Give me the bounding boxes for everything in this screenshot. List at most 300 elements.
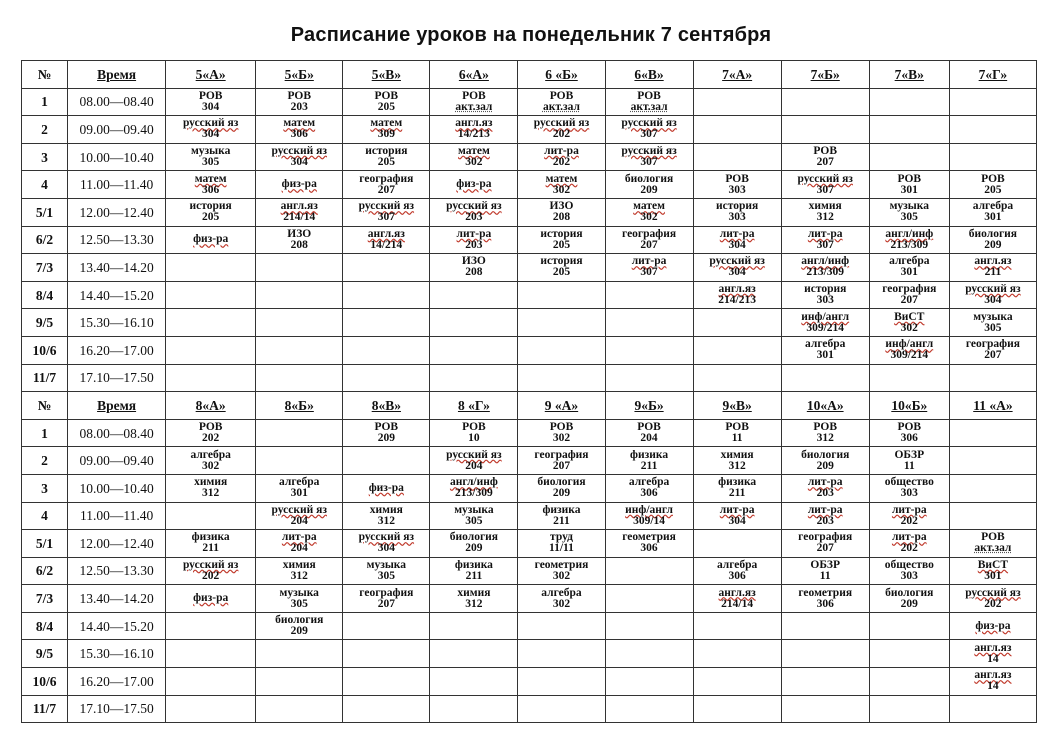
room-number: 303 xyxy=(816,294,834,307)
lesson-cell[interactable] xyxy=(256,143,343,171)
lesson-cell[interactable] xyxy=(430,309,518,337)
lesson-cell[interactable] xyxy=(166,419,256,447)
lesson-cell[interactable] xyxy=(781,281,869,309)
lesson-cell[interactable] xyxy=(781,143,869,171)
lesson-cell[interactable] xyxy=(781,612,869,640)
lesson-number: 4 xyxy=(22,171,68,199)
lesson-cell[interactable] xyxy=(605,585,693,613)
lesson-cell[interactable] xyxy=(605,309,693,337)
lesson-cell[interactable] xyxy=(518,171,605,199)
room-number: 307 xyxy=(377,211,395,224)
room-number: 309/214 xyxy=(806,321,845,334)
lesson-cell[interactable] xyxy=(343,557,430,585)
lesson-cell[interactable] xyxy=(949,419,1036,447)
lesson-cell[interactable] xyxy=(781,695,869,723)
lesson-cell[interactable] xyxy=(693,254,781,282)
lesson-cell[interactable] xyxy=(605,530,693,558)
lesson-time: 08.00—08.40 xyxy=(68,88,166,116)
lesson-cell[interactable] xyxy=(781,364,869,392)
lesson-cell[interactable] xyxy=(430,557,518,585)
lesson-cell[interactable] xyxy=(518,557,605,585)
lesson-cell[interactable] xyxy=(693,668,781,696)
lesson-cell[interactable] xyxy=(605,502,693,530)
lesson-row xyxy=(22,336,1037,364)
lesson-cell[interactable] xyxy=(518,254,605,282)
subject-name: матем xyxy=(194,172,227,185)
lesson-cell[interactable] xyxy=(166,226,256,254)
lesson-cell[interactable] xyxy=(518,530,605,558)
lesson-cell[interactable] xyxy=(693,585,781,613)
lesson-cell[interactable] xyxy=(256,557,343,585)
lesson-cell[interactable] xyxy=(256,336,343,364)
lesson-cell[interactable] xyxy=(781,88,869,116)
lesson-cell[interactable] xyxy=(869,281,949,309)
lesson-cell[interactable] xyxy=(430,171,518,199)
lesson-cell[interactable] xyxy=(605,88,693,116)
lesson-number: 3 xyxy=(22,143,68,171)
subject-name: физ-ра xyxy=(193,233,229,246)
lesson-cell[interactable] xyxy=(430,336,518,364)
subject-name: алгебра xyxy=(889,255,930,268)
lesson-cell[interactable] xyxy=(869,116,949,144)
room-number: 203 xyxy=(816,487,834,500)
lesson-cell[interactable] xyxy=(343,198,430,226)
lesson-cell[interactable] xyxy=(693,447,781,475)
lesson-cell[interactable] xyxy=(343,336,430,364)
lesson-cell[interactable] xyxy=(949,143,1036,171)
lesson-cell[interactable] xyxy=(343,254,430,282)
lesson-cell[interactable] xyxy=(693,557,781,585)
lesson-cell[interactable] xyxy=(869,143,949,171)
lesson-cell[interactable] xyxy=(166,309,256,337)
lesson-cell[interactable] xyxy=(343,419,430,447)
room-number: 303 xyxy=(728,183,746,196)
lesson-cell[interactable] xyxy=(605,557,693,585)
lesson-cell[interactable] xyxy=(256,364,343,392)
lesson-cell[interactable] xyxy=(869,88,949,116)
lesson-cell[interactable] xyxy=(605,640,693,668)
lesson-cell[interactable] xyxy=(256,226,343,254)
subject-name: география xyxy=(965,338,1020,351)
room-number: 305 xyxy=(290,597,308,610)
subject-name: биология xyxy=(885,586,934,599)
lesson-cell[interactable] xyxy=(430,198,518,226)
lesson-cell[interactable] xyxy=(869,530,949,558)
subject-name: РОВ xyxy=(374,89,399,102)
lesson-time: 16.20—17.00 xyxy=(68,336,166,364)
lesson-cell[interactable] xyxy=(781,254,869,282)
lesson-cell[interactable] xyxy=(518,447,605,475)
lesson-cell[interactable] xyxy=(166,198,256,226)
lesson-cell[interactable] xyxy=(256,502,343,530)
subject-name: РОВ xyxy=(198,421,223,434)
lesson-cell[interactable] xyxy=(430,281,518,309)
lesson-cell[interactable] xyxy=(166,502,256,530)
lesson-cell[interactable] xyxy=(869,364,949,392)
lesson-cell[interactable] xyxy=(949,640,1036,668)
room-number: 306 xyxy=(728,569,746,582)
subject-name: инф/англ xyxy=(885,338,934,351)
lesson-cell[interactable] xyxy=(430,364,518,392)
subject-name: история xyxy=(804,283,847,296)
room-number: 11 xyxy=(903,459,915,472)
lesson-cell[interactable] xyxy=(781,668,869,696)
lesson-cell[interactable] xyxy=(605,612,693,640)
class-header: 9 «А» xyxy=(518,392,605,420)
lesson-cell[interactable] xyxy=(605,668,693,696)
lesson-cell[interactable] xyxy=(693,309,781,337)
lesson-cell[interactable] xyxy=(605,198,693,226)
subject-name: русский яз xyxy=(182,558,239,571)
lesson-cell[interactable] xyxy=(869,254,949,282)
lesson-cell[interactable] xyxy=(343,447,430,475)
lesson-cell[interactable] xyxy=(605,336,693,364)
subject-name: ИЗО xyxy=(287,227,312,240)
lesson-cell[interactable] xyxy=(518,336,605,364)
lesson-cell[interactable] xyxy=(256,419,343,447)
subject-name: РОВ xyxy=(462,421,486,434)
lesson-row xyxy=(22,309,1037,337)
lesson-cell[interactable] xyxy=(343,281,430,309)
lesson-cell[interactable] xyxy=(256,116,343,144)
lesson-cell[interactable] xyxy=(256,254,343,282)
lesson-cell[interactable] xyxy=(430,530,518,558)
subject-name: география xyxy=(622,227,677,240)
lesson-time: 12.00—12.40 xyxy=(68,198,166,226)
class-header: 5«В» xyxy=(343,61,430,89)
subject-name: геометрия xyxy=(798,586,853,599)
subject-name: англ.яз xyxy=(718,586,756,599)
lesson-cell[interactable] xyxy=(256,695,343,723)
lesson-cell[interactable] xyxy=(343,226,430,254)
lesson-cell[interactable] xyxy=(869,502,949,530)
lesson-cell[interactable] xyxy=(949,171,1036,199)
header-row xyxy=(22,392,1037,420)
lesson-cell[interactable] xyxy=(256,612,343,640)
lesson-cell[interactable] xyxy=(781,171,869,199)
lesson-cell[interactable] xyxy=(343,585,430,613)
lesson-cell[interactable] xyxy=(693,88,781,116)
lesson-cell[interactable] xyxy=(949,88,1036,116)
lesson-number: 8/4 xyxy=(22,281,68,309)
lesson-cell[interactable] xyxy=(693,695,781,723)
subject-name: ВиСТ xyxy=(977,558,1009,571)
lesson-cell[interactable] xyxy=(166,668,256,696)
lesson-cell[interactable] xyxy=(430,695,518,723)
lesson-cell[interactable] xyxy=(343,502,430,530)
room-number: 205 xyxy=(984,183,1002,196)
lesson-cell[interactable] xyxy=(605,116,693,144)
lesson-cell[interactable] xyxy=(949,530,1036,558)
lesson-cell[interactable] xyxy=(166,474,256,502)
schedule-body xyxy=(22,61,1037,723)
lesson-cell[interactable] xyxy=(256,668,343,696)
lesson-cell[interactable] xyxy=(343,88,430,116)
lesson-cell[interactable] xyxy=(605,447,693,475)
lesson-cell[interactable] xyxy=(869,668,949,696)
lesson-cell[interactable] xyxy=(693,336,781,364)
lesson-cell[interactable] xyxy=(166,530,256,558)
lesson-cell[interactable] xyxy=(518,585,605,613)
lesson-cell[interactable] xyxy=(949,612,1036,640)
lesson-cell[interactable] xyxy=(166,88,256,116)
lesson-cell[interactable] xyxy=(518,612,605,640)
lesson-cell[interactable] xyxy=(343,695,430,723)
lesson-cell[interactable] xyxy=(781,419,869,447)
lesson-cell[interactable] xyxy=(166,640,256,668)
lesson-cell[interactable] xyxy=(518,668,605,696)
lesson-cell[interactable] xyxy=(343,640,430,668)
lesson-cell[interactable] xyxy=(693,116,781,144)
room-number: 312 xyxy=(816,211,834,224)
lesson-cell[interactable] xyxy=(518,640,605,668)
lesson-cell[interactable] xyxy=(869,585,949,613)
lesson-cell[interactable] xyxy=(949,695,1036,723)
lesson-number: 9/5 xyxy=(22,640,68,668)
subject-name: химия xyxy=(720,448,754,461)
lesson-cell[interactable] xyxy=(869,447,949,475)
lesson-cell[interactable] xyxy=(430,143,518,171)
room-number: 214/14 xyxy=(721,597,754,610)
lesson-cell[interactable] xyxy=(605,143,693,171)
subject-name: алгебра xyxy=(972,200,1014,213)
lesson-row xyxy=(22,585,1037,613)
lesson-cell[interactable] xyxy=(256,171,343,199)
lesson-cell[interactable] xyxy=(518,309,605,337)
lesson-cell[interactable] xyxy=(430,226,518,254)
room-number: 307 xyxy=(640,128,658,141)
lesson-cell[interactable] xyxy=(343,171,430,199)
room-number: 309 xyxy=(377,128,395,141)
lesson-cell[interactable] xyxy=(781,447,869,475)
lesson-cell[interactable] xyxy=(693,143,781,171)
lesson-cell[interactable] xyxy=(518,364,605,392)
lesson-cell[interactable] xyxy=(256,530,343,558)
lesson-cell[interactable] xyxy=(430,585,518,613)
lesson-number: 8/4 xyxy=(22,612,68,640)
room-number: 312 xyxy=(290,569,308,582)
lesson-cell[interactable] xyxy=(256,281,343,309)
room-number: 14 xyxy=(987,652,999,665)
lesson-cell[interactable] xyxy=(869,474,949,502)
lesson-cell[interactable] xyxy=(166,695,256,723)
lesson-cell[interactable] xyxy=(430,254,518,282)
lesson-cell[interactable] xyxy=(430,474,518,502)
room-number: 312 xyxy=(377,514,395,527)
lesson-cell[interactable] xyxy=(518,419,605,447)
lesson-cell[interactable] xyxy=(166,171,256,199)
lesson-cell[interactable] xyxy=(781,116,869,144)
room-number: 309/214 xyxy=(890,349,929,362)
lesson-cell[interactable] xyxy=(949,116,1036,144)
lesson-cell[interactable] xyxy=(605,364,693,392)
lesson-row xyxy=(22,281,1037,309)
subject-name: РОВ xyxy=(549,89,574,102)
lesson-cell[interactable] xyxy=(430,668,518,696)
room-number: 301 xyxy=(900,183,918,196)
lesson-cell[interactable] xyxy=(256,447,343,475)
lesson-cell[interactable] xyxy=(781,226,869,254)
lesson-cell[interactable] xyxy=(781,198,869,226)
lesson-cell[interactable] xyxy=(605,254,693,282)
lesson-cell[interactable] xyxy=(518,143,605,171)
lesson-cell[interactable] xyxy=(430,502,518,530)
lesson-cell[interactable] xyxy=(166,364,256,392)
class-header: 5«Б» xyxy=(256,61,343,89)
lesson-cell[interactable] xyxy=(693,171,781,199)
lesson-cell[interactable] xyxy=(869,226,949,254)
lesson-cell[interactable] xyxy=(949,585,1036,613)
lesson-cell[interactable] xyxy=(869,336,949,364)
class-header: 8«Б» xyxy=(256,392,343,420)
lesson-cell[interactable] xyxy=(518,281,605,309)
lesson-cell[interactable] xyxy=(166,585,256,613)
lesson-cell[interactable] xyxy=(343,364,430,392)
lesson-cell[interactable] xyxy=(518,226,605,254)
room-number: 204 xyxy=(290,542,308,555)
subject-name: русский яз xyxy=(621,117,677,130)
subject-name: матем xyxy=(458,145,490,158)
subject-name: лит-ра xyxy=(456,227,492,240)
room-number: 302 xyxy=(202,459,220,472)
lesson-cell[interactable] xyxy=(343,309,430,337)
lesson-cell[interactable] xyxy=(869,198,949,226)
room-number: 202 xyxy=(552,156,571,169)
lesson-cell[interactable] xyxy=(781,502,869,530)
lesson-cell[interactable] xyxy=(949,447,1036,475)
subject-name: лит-ра xyxy=(891,503,927,516)
subject-name: англ/инф xyxy=(449,476,498,489)
lesson-cell[interactable] xyxy=(869,171,949,199)
lesson-cell[interactable] xyxy=(430,447,518,475)
lesson-cell[interactable] xyxy=(430,419,518,447)
lesson-cell[interactable] xyxy=(949,281,1036,309)
lesson-cell[interactable] xyxy=(949,254,1036,282)
lesson-cell[interactable] xyxy=(166,447,256,475)
lesson-cell[interactable] xyxy=(605,171,693,199)
lesson-cell[interactable] xyxy=(605,281,693,309)
lesson-cell[interactable] xyxy=(166,612,256,640)
lesson-cell[interactable] xyxy=(949,364,1036,392)
lesson-cell[interactable] xyxy=(949,336,1036,364)
lesson-cell[interactable] xyxy=(781,557,869,585)
lesson-cell[interactable] xyxy=(869,557,949,585)
lesson-cell[interactable] xyxy=(693,612,781,640)
lesson-cell[interactable] xyxy=(256,88,343,116)
lesson-cell[interactable] xyxy=(343,143,430,171)
lesson-cell[interactable] xyxy=(343,474,430,502)
lesson-cell[interactable] xyxy=(518,198,605,226)
lesson-cell[interactable] xyxy=(343,116,430,144)
lesson-cell[interactable] xyxy=(693,502,781,530)
lesson-cell[interactable] xyxy=(949,309,1036,337)
lesson-cell[interactable] xyxy=(166,143,256,171)
lesson-cell[interactable] xyxy=(693,419,781,447)
lesson-cell[interactable] xyxy=(518,695,605,723)
subject-name: лит-ра xyxy=(891,531,927,544)
lesson-cell[interactable] xyxy=(949,198,1036,226)
subject-name: химия xyxy=(457,586,491,599)
lesson-cell[interactable] xyxy=(693,640,781,668)
lesson-cell[interactable] xyxy=(256,585,343,613)
lesson-cell[interactable] xyxy=(256,198,343,226)
lesson-time: 17.10—17.50 xyxy=(68,695,166,723)
lesson-cell[interactable] xyxy=(166,254,256,282)
lesson-cell[interactable] xyxy=(781,309,869,337)
lesson-cell[interactable] xyxy=(869,309,949,337)
lesson-cell[interactable] xyxy=(605,695,693,723)
lesson-cell[interactable] xyxy=(430,88,518,116)
lesson-cell[interactable] xyxy=(869,640,949,668)
lesson-row xyxy=(22,557,1037,585)
lesson-cell[interactable] xyxy=(518,88,605,116)
lesson-cell[interactable] xyxy=(256,309,343,337)
lesson-cell[interactable] xyxy=(693,198,781,226)
subject-name: биология xyxy=(801,448,850,461)
lesson-cell[interactable] xyxy=(781,336,869,364)
lesson-cell[interactable] xyxy=(430,116,518,144)
room-number: 213/309 xyxy=(806,266,845,279)
lesson-cell[interactable] xyxy=(693,530,781,558)
header-number: № xyxy=(22,61,68,89)
room-number: 302 xyxy=(552,597,571,610)
lesson-cell[interactable] xyxy=(949,226,1036,254)
lesson-cell[interactable] xyxy=(949,502,1036,530)
lesson-cell[interactable] xyxy=(430,612,518,640)
class-header: 10«Б» xyxy=(869,392,949,420)
lesson-cell[interactable] xyxy=(430,640,518,668)
lesson-row xyxy=(22,419,1037,447)
room-number: 213/309 xyxy=(890,238,929,251)
lesson-cell[interactable] xyxy=(518,116,605,144)
lesson-cell[interactable] xyxy=(256,640,343,668)
lesson-cell[interactable] xyxy=(869,419,949,447)
room-number: 205 xyxy=(552,238,571,251)
lesson-cell[interactable] xyxy=(605,226,693,254)
lesson-cell[interactable] xyxy=(949,668,1036,696)
lesson-cell[interactable] xyxy=(605,419,693,447)
lesson-cell[interactable] xyxy=(869,695,949,723)
lesson-cell[interactable] xyxy=(343,668,430,696)
lesson-cell[interactable] xyxy=(781,585,869,613)
lesson-cell[interactable] xyxy=(256,474,343,502)
class-header: 9«В» xyxy=(693,392,781,420)
room-number: 203 xyxy=(465,211,483,224)
subject-name: англ.яз xyxy=(367,227,405,240)
lesson-cell[interactable] xyxy=(166,557,256,585)
lesson-cell[interactable] xyxy=(693,474,781,502)
lesson-cell[interactable] xyxy=(949,557,1036,585)
lesson-cell[interactable] xyxy=(518,474,605,502)
lesson-cell[interactable] xyxy=(166,116,256,144)
lesson-cell[interactable] xyxy=(518,502,605,530)
lesson-time: 10.00—10.40 xyxy=(68,474,166,502)
lesson-cell[interactable] xyxy=(781,474,869,502)
lesson-cell[interactable] xyxy=(693,364,781,392)
lesson-cell[interactable] xyxy=(166,281,256,309)
lesson-cell[interactable] xyxy=(949,474,1036,502)
lesson-cell[interactable] xyxy=(343,612,430,640)
lesson-cell[interactable] xyxy=(343,530,430,558)
lesson-cell[interactable] xyxy=(693,281,781,309)
lesson-cell[interactable] xyxy=(781,530,869,558)
lesson-cell[interactable] xyxy=(166,336,256,364)
lesson-cell[interactable] xyxy=(605,474,693,502)
lesson-cell[interactable] xyxy=(869,612,949,640)
lesson-cell[interactable] xyxy=(693,226,781,254)
lesson-cell[interactable] xyxy=(781,640,869,668)
room-number: 302 xyxy=(552,183,571,196)
